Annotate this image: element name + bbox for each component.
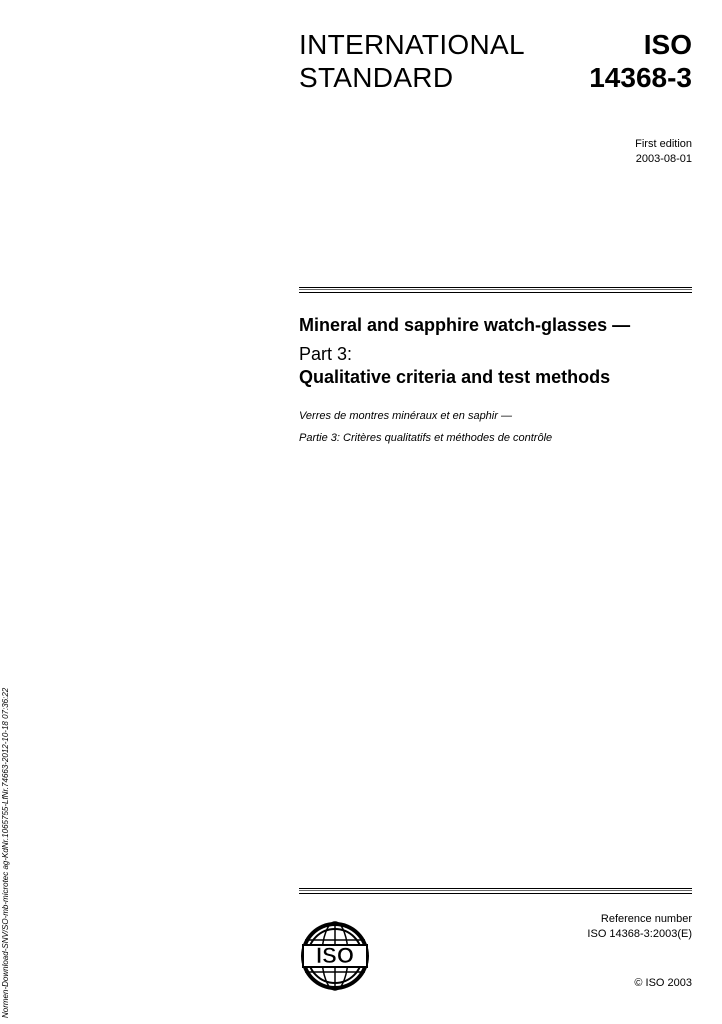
english-title	[299, 313, 692, 389]
download-watermark-text: Normen-Download-SNV/SO-mb-microtec ag-KdNr.1065755-LfNr.74663-2012-10-18 07:36:22	[1, 687, 10, 1018]
document-type	[299, 28, 525, 94]
french-title-part: Partie 3: Critères qualitatifs et méthodes de contrôle	[299, 432, 553, 444]
edition-label: First edition	[635, 138, 692, 150]
iso-label: ISO	[643, 29, 692, 60]
copyright: © ISO 2003	[634, 977, 692, 989]
standard-number-value: 14368-3	[589, 62, 692, 93]
reference-block	[587, 912, 692, 942]
top-divider	[299, 287, 692, 293]
english-title-main: Mineral and sapphire watch-glasses —	[299, 315, 631, 335]
iso-logo	[299, 920, 371, 992]
english-title-part: Part 3:	[299, 344, 353, 364]
iso-logo-lettering: ISO	[316, 943, 354, 968]
document-type-line1: INTERNATIONAL	[299, 29, 525, 60]
bottom-divider	[299, 888, 692, 894]
edition-info	[635, 137, 692, 167]
reference-number: ISO 14368-3:2003(E)	[587, 928, 692, 940]
french-title	[299, 409, 692, 453]
reference-label: Reference number	[600, 913, 692, 925]
english-title-subtitle: Qualitative criteria and test methods	[299, 367, 611, 387]
edition-date: 2003-08-01	[635, 153, 692, 165]
document-type-line2: STANDARD	[299, 62, 454, 93]
standard-number	[589, 28, 692, 94]
french-title-main: Verres de montres minéraux et en saphir —	[299, 410, 512, 422]
